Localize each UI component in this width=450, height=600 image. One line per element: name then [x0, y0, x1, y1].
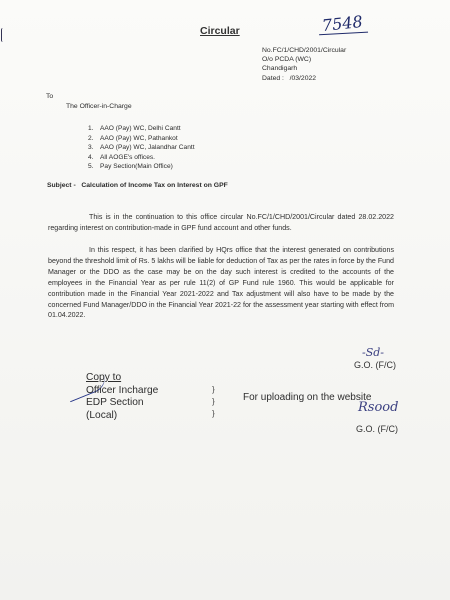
brace-group — [212, 384, 215, 420]
handwritten-number: 7548 — [321, 11, 364, 36]
recipient-number: 5. — [88, 163, 94, 171]
signature-mark: -Sd- — [362, 346, 385, 359]
recipient-number: 2. — [88, 134, 94, 142]
brace: } — [212, 385, 215, 394]
recipient-item — [88, 143, 195, 153]
copy-recipient: EDP Section — [86, 397, 144, 408]
reference-number: No.FC/1/CHD/2001/Circular — [262, 47, 347, 54]
copy-recipient: (Local) — [86, 409, 118, 421]
to-label: To — [46, 93, 54, 100]
edge-mark — [1, 28, 5, 42]
body-paragraph-1-text: This is in the continuation to this office circular No.FC/1/CHD/2001/Circular dated 28.02.2022 regarding interest on contribution-made in GPF fund account and other funds. — [48, 213, 394, 232]
reference-block — [262, 46, 346, 83]
reference-city: Chandigarh — [262, 65, 298, 73]
body-paragraph-2 — [48, 245, 394, 321]
handwritten-signature: Rsood — [358, 400, 399, 415]
recipient-text: AAO (Pay) WC, Jalandhar Cantt — [100, 144, 195, 152]
recipient-item — [88, 134, 195, 144]
recipient-item — [88, 153, 195, 163]
reference-date: Dated : /03/2022 — [262, 74, 317, 82]
upload-purpose: For uploading on the website — [243, 392, 372, 403]
reference-office: O/o PCDA (WC) — [262, 56, 312, 64]
recipient-text: All AOGE's offices. — [100, 153, 156, 161]
copy-to-block — [86, 372, 158, 422]
recipient-item — [88, 162, 195, 172]
recipient-number: 1. — [88, 125, 94, 132]
circular-title: Circular — [200, 25, 240, 37]
recipient-text: AAO (Pay) WC, Delhi Cantt — [100, 125, 181, 132]
addressee: The Officer-in-Charge — [66, 103, 132, 110]
recipient-number: 3. — [88, 144, 94, 152]
recipient-number: 4. — [88, 153, 94, 161]
recipient-item — [88, 124, 195, 134]
signatory-designation: G.O. (F/C) — [354, 360, 396, 370]
recipient-list — [88, 124, 195, 172]
signatory-designation: G.O. (F/C) — [356, 424, 398, 434]
brace: } — [212, 409, 215, 418]
brace: } — [212, 397, 215, 406]
recipient-text: AAO (Pay) WC, Pathankot — [100, 134, 178, 142]
body-paragraph-1 — [48, 212, 394, 234]
copy-to-label: Copy to — [86, 372, 122, 383]
subject-line: Subject - Calculation of Income Tax on Interest on GPF — [47, 182, 228, 189]
body-paragraph-2-text: In this respect, it has been clarified by HQrs office that the interest generated on contributions beyond the threshold limit of Rs. 5 lakhs will be liable for deduction of Tax as per the rates in force by the Fund Manager or the DDO as the case may be on the day such interest is credited to the accounts of the employees in the Financial Year as per rule 11(2) of GP Fund rule 1960. This would be applicable for contribution made in the Financial Year 2021-2022 and Tax adjustment will also have to be made by the concerned Fund Manager/DDO in the Financial Year 2021-22 for the assessment year starting with effect from 01.04.2022. — [48, 246, 394, 320]
recipient-text: Pay Section(Main Office) — [100, 163, 173, 171]
copy-recipient: Officer Incharge — [86, 384, 159, 396]
